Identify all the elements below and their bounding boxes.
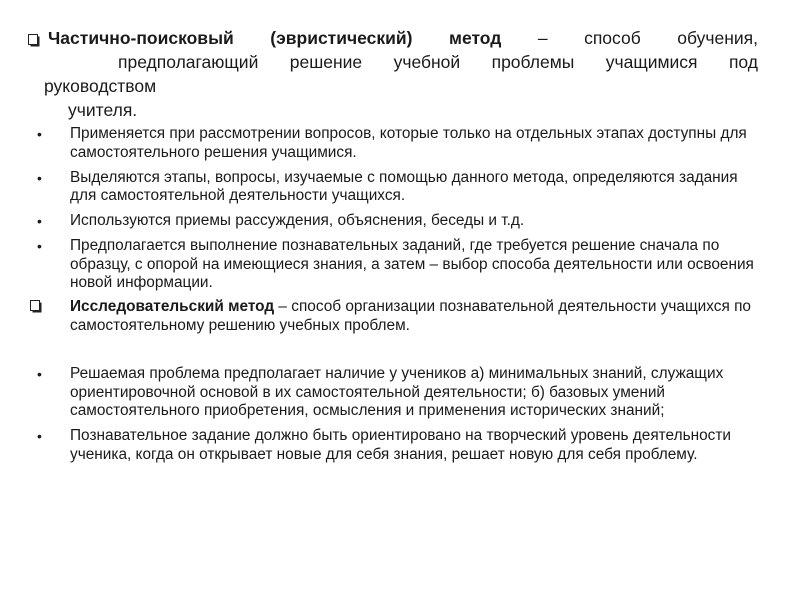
section1-heading-line3: руководством [44,76,157,96]
bullet-dot-icon: • [37,238,42,254]
section2-rest: – способ организации познавательной деятельности учащихся по самостоятельному решению учебных проблем. [70,298,751,334]
list-item [0,212,800,231]
section1-title: Частично-поисковый (эвристический) метод [48,28,502,48]
bullet-dot-icon: • [37,366,42,382]
list-item-text: Применяется при рассмотрении вопросов, которые только на отдельных этапах доступны для самостоятельного решения учащимися. [70,125,747,161]
section1-heading-line1 [28,26,758,50]
list-item-text: Познавательное задание должно быть ориентировано на творческий уровень деятельности ученика, когда он открывает новые для себя знания, решает новую для себя проблему. [70,427,732,463]
hollow-square-icon [28,34,38,45]
list-item-text: Выделяются этапы, вопросы, изучаемые с помощью данного метода, определяются задания для самостоятельной деятельности учащихся. [70,168,738,204]
list-item [0,365,800,421]
section2-bullet-list [0,365,800,471]
list-item [0,169,800,206]
list-item [0,237,800,293]
bullet-dot-icon: • [37,169,42,186]
list-item-text: Предполагается выполнение познавательных заданий, где требуется решение сначала по образцу, с опорой на имеющиеся знания, а затем – выбор способа деятельности или освоения новой информации. [70,237,754,291]
section2-title: Исследовательский метод [70,298,275,315]
section2-heading [30,298,770,335]
bullet-dot-icon: • [37,213,42,229]
section1-heading-line2: предполагающий решение учебной проблемы учащимися под [118,52,758,72]
list-item [0,427,800,464]
list-item [0,125,800,162]
bullet-dot-icon: • [37,428,42,444]
hollow-square-icon [30,300,40,311]
section1-line1-rest: – способ обучения, [537,28,758,48]
section2-heading-text [30,298,770,335]
list-item-text: Используются приемы рассуждения, объяснения, беседы и т.д. [70,212,525,229]
section1-bullet-list [0,125,800,299]
section1-heading-line4: учителя. [68,100,138,120]
bullet-dot-icon: • [37,126,42,142]
section1-heading [28,26,758,122]
list-item-text: Решаемая проблема предполагает наличие у учеников а) минимальных знаний, служащих ориентировочной основой в их самостоятельной деятельности; б) базовых умений самостоятельного приобретения, осмысления и применения исторических знаний; [70,365,724,419]
